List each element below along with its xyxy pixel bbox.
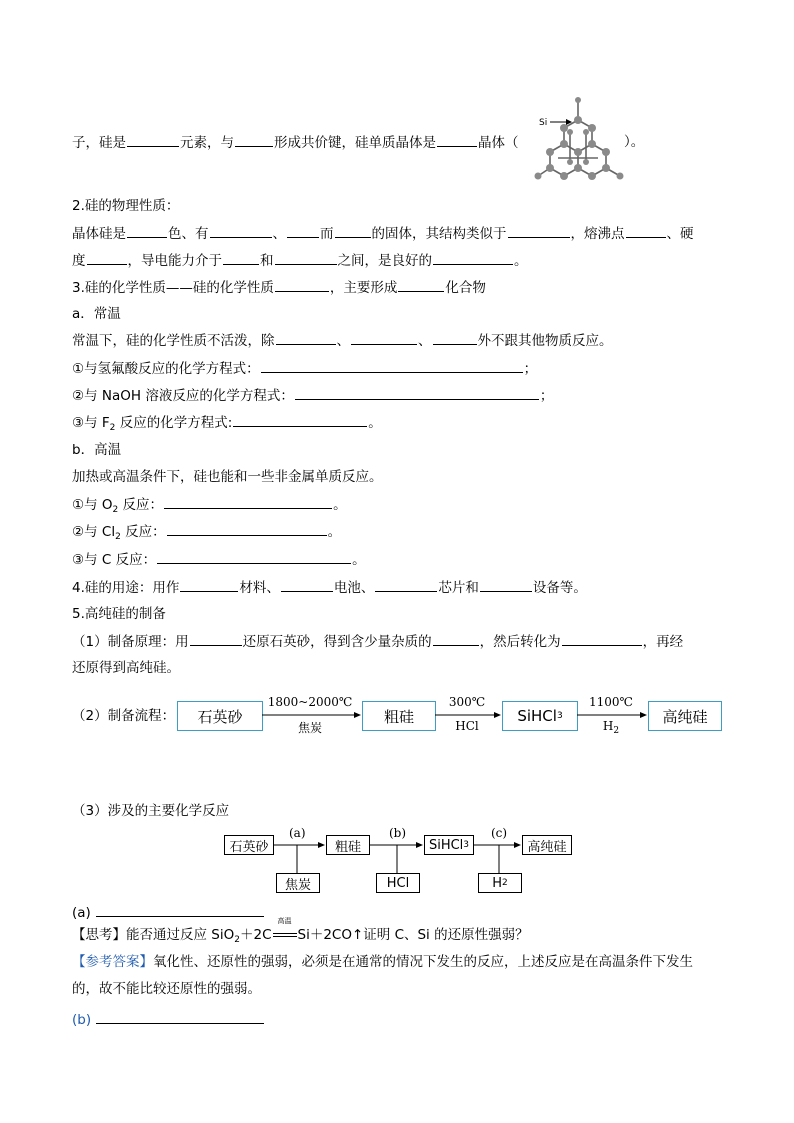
reaction-o2: ①与 $O_2$ 反应： 。 bbox=[72, 494, 347, 520]
reaction-naoh: ②与 NaOH 溶液反应的化学方程式： ； bbox=[72, 385, 553, 406]
si-label: Si bbox=[539, 118, 548, 128]
flow-box-quartz: 石英砂 bbox=[177, 701, 263, 731]
diagram-label-a: (a) bbox=[289, 826, 306, 840]
flow-reagent-3: $H_2$ bbox=[602, 719, 620, 736]
flow-cond-3: 1100℃ bbox=[589, 695, 633, 709]
answer-b-line: (b) bbox=[72, 1009, 265, 1030]
flow-box-crude-si: 粗硅 bbox=[362, 701, 436, 731]
flow-reagent-1: 焦炭 bbox=[297, 721, 322, 735]
b-title: b．高温 bbox=[72, 442, 122, 458]
diagram-reagent-hcl: HCl bbox=[376, 873, 420, 893]
sec3-title: 3.硅的化学性质——硅的化学性质 ，主要形成 化合物 bbox=[72, 277, 486, 298]
crystal-line: 子，硅是 元素，与 形成共价键，硅单质晶体是 晶体（ bbox=[72, 132, 519, 153]
sec5-title: 5.高纯硅的制备 bbox=[72, 606, 166, 622]
flow-box-pure-si: 高纯硅 bbox=[648, 701, 722, 731]
answer-a-line: (a) bbox=[72, 902, 265, 923]
diagram-box-sihcl3: SiHCl 3 bbox=[424, 835, 474, 855]
physical-line-2: 度 ，导电能力介于 和 之间，是良好的 。 bbox=[72, 250, 528, 271]
diagram-box-pure-si: 高纯硅 bbox=[522, 835, 572, 855]
reaction-c: ③与 C 反应： 。 bbox=[72, 549, 366, 570]
sec5-principle: （1）制备原理：用 还原石英砂，得到含少量杂质的 ，然后转化为 ，再经 bbox=[72, 631, 683, 652]
diagram-box-quartz: 石英砂 bbox=[224, 835, 274, 855]
reaction-f2: ③与 $F_2$ 反应的化学方程式: 。 bbox=[72, 412, 382, 438]
diagram-label-b: (b) bbox=[389, 826, 407, 840]
physical-line-1: 晶体硅是 色、有 、 而 的固体，其结构类似于 ，熔沸点 、硬 bbox=[72, 223, 694, 244]
flow-cond-2: 300℃ bbox=[448, 695, 486, 709]
diagram-reagent-coke: 焦炭 bbox=[276, 873, 320, 893]
flow-label: （2）制备流程： bbox=[72, 708, 176, 724]
diagram-reagent-h2: H 2 bbox=[478, 873, 522, 893]
flow-box-sihcl3: SiHCl 3 bbox=[502, 701, 578, 731]
diagram-label-c: (c) bbox=[491, 826, 508, 840]
diagram-box-crude-si: 粗硅 bbox=[326, 835, 370, 855]
sec2-title: 2.硅的物理性质： bbox=[72, 198, 180, 214]
flow-reagent-2: HCl bbox=[455, 719, 479, 733]
a-line: 常温下，硅的化学性质不活泼，除 、 、 外不跟其他物质反应。 bbox=[72, 330, 613, 351]
reaction-cl2: ②与 $Cl_2$ 反应： 。 bbox=[72, 521, 341, 547]
crystal-line-end: ）。 bbox=[624, 134, 645, 150]
blank[interactable] bbox=[96, 1009, 264, 1024]
a-title: a．常温 bbox=[72, 306, 121, 322]
sec5-principle-2: 还原得到高纯硅。 bbox=[72, 660, 180, 676]
sec3b-title: （3）涉及的主要化学反应 bbox=[72, 803, 230, 819]
blank[interactable] bbox=[96, 902, 264, 917]
equals-with-condition: 高温 bbox=[272, 925, 298, 945]
reference-answer-2: 的，故不能比较还原性的强弱。 bbox=[72, 981, 261, 997]
sec4-uses: 4.硅的用途：用作 材料、 电池、 芯片和 设备等。 bbox=[72, 577, 587, 598]
reaction-hf: ①与氢氟酸反应的化学方程式： ； bbox=[72, 358, 537, 379]
think-question: 【思考】能否通过反应 SiO$_2$＋2C 高温 Si＋2CO↑证明 C、Si 的还原性强弱？ bbox=[72, 917, 529, 945]
reference-answer-1: 【参考答案】氧化性、还原性的强弱，必须是在通常的情况下发生的反应，上述反应是在高温条件下发生 bbox=[72, 954, 693, 970]
b-line: 加热或高温条件下，硅也能和一些非金属单质反应。 bbox=[72, 469, 383, 485]
flow-cond-1: 1800~2000℃ bbox=[267, 695, 353, 709]
